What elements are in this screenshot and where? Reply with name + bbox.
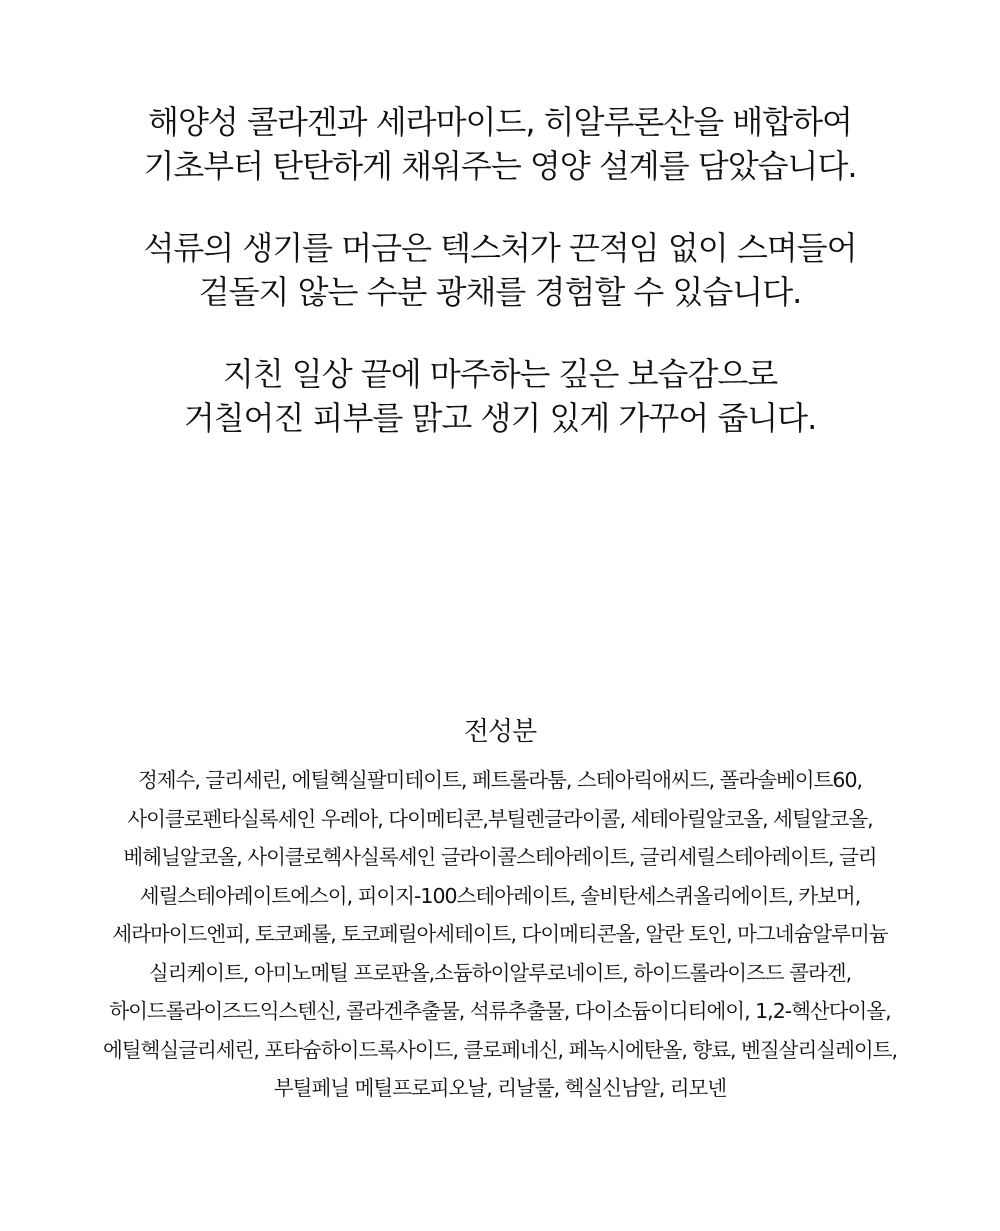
- ingredient-line: 세릴스테아레이트에스이, 피이지-100스테아레이트, 솔비탄세스퀴올리에이트, 카보머,: [139, 883, 861, 908]
- ingredient-line: 정제수, 글리세린, 에틸헥실팔미테이트, 페트롤라툼, 스테아릭애씨드, 폴라솔베이트60,: [137, 768, 863, 792]
- description-paragraph-1: [0, 100, 1000, 188]
- description-line: 석류의 생기를 머금은 텍스처가 끈적임 없이 스며들어: [143, 229, 857, 267]
- ingredient-line: 사이클로펜타실록세인 우레아, 다이메티콘,부틸렌글라이콜, 세테아릴알코올, 세틸알코올,: [127, 806, 873, 831]
- description-line: 기초부터 탄탄하게 채워주는 영양 설계를 담았습니다.: [143, 147, 857, 185]
- description-line: 지친 일상 끝에 마주하는 깊은 보습감으로: [222, 355, 778, 393]
- ingredient-line: 하이드롤라이즈드익스텐신, 콜라겐추출물, 석류추출물, 다이소듐이디티에이, 1,2-헥산다이올,: [109, 999, 891, 1023]
- ingredients-title: 전성분: [463, 717, 537, 747]
- description-paragraph-2: [0, 226, 1000, 314]
- ingredient-line: 베헤닐알코올, 사이클로헥사실록세인 글라이콜스테아레이트, 글리세릴스테아레이트, 글리: [123, 845, 877, 869]
- description-paragraph-3: [0, 352, 1000, 440]
- description-line: 거칠어진 피부를 맑고 생기 있게 가꾸어 줍니다.: [183, 399, 817, 437]
- ingredient-line: 에틸헥실글리세린, 포타슘하이드록사이드, 클로페네신, 페녹시에탄올, 향료, 벤질살리실레이트,: [103, 1037, 897, 1062]
- ingredient-line: 세라마이드엔피, 토코페롤, 토코페릴아세테이트, 다이메티콘올, 알란 토인, 마그네슘알루미늄: [112, 922, 888, 946]
- product-description: [0, 100, 1000, 478]
- description-line: 겉돌지 않는 수분 광채를 경험할 수 있습니다.: [198, 273, 802, 311]
- ingredient-line: 실리케이트, 아미노메틸 프로판올,소듐하이알루로네이트, 하이드롤라이즈드 콜라겐,: [148, 960, 852, 985]
- description-line: 해양성 콜라겐과 세라마이드, 히알루론산을 배합하여: [148, 103, 852, 141]
- ingredients-list: [0, 707, 1000, 1108]
- ingredient-line: 부틸페닐 메틸프로피오날, 리날룰, 헥실신남알, 리모넨: [273, 1076, 727, 1100]
